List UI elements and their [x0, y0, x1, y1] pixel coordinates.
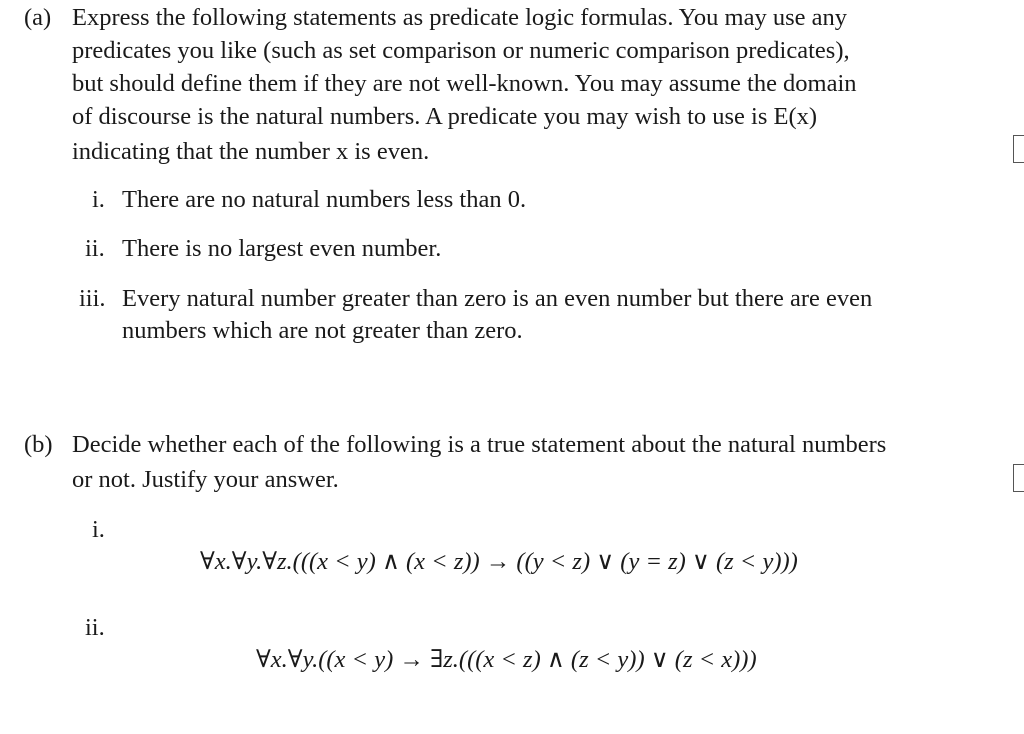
part-b-intro-line-1: Decide whether each of the following is a true statement about the natural numbers: [72, 431, 887, 458]
part-a-item-3-text-2: numbers which are not greater than zero.: [122, 317, 523, 344]
part-a-item-1-text: There are no natural numbers less than 0.: [122, 186, 527, 213]
part-a-intro-line-5: indicating that the number x is even.: [72, 138, 430, 165]
part-b-item-1-label: i.: [92, 516, 105, 543]
part-a-label: (a): [24, 4, 52, 31]
part-a-item-1-label: i.: [92, 186, 105, 213]
part-a-item-3-text-1: Every natural number greater than zero is an even number but there are even: [122, 285, 873, 312]
part-b-item-2-label: ii.: [85, 614, 105, 641]
part-a-intro-line-2: predicates you like (such as set comparison or numeric comparison predicates),: [72, 37, 850, 64]
part-a-intro-line-3: but should define them if they are not well-known. You may assume the domain: [72, 70, 857, 97]
part-a-item-2-label: ii.: [85, 235, 105, 262]
part-b-label: (b): [24, 431, 53, 458]
part-b-item-1-formula: ∀x.∀y.∀z.(((x < y) ∧ (x < z)) → ((y < z) ∨ (y = z) ∨ (z < y))): [200, 548, 798, 575]
part-b-intro-line-2: or not. Justify your answer.: [72, 466, 339, 493]
part-a-item-3-label: iii.: [79, 285, 106, 312]
part-a-item-2-text: There is no largest even number.: [122, 235, 442, 262]
part-a-intro-line-4: of discourse is the natural numbers. A predicate you may wish to use is E(x): [72, 103, 818, 130]
part-b-item-2-formula: ∀x.∀y.((x < y) → ∃z.(((x < z) ∧ (z < y)) ∨ (z < x))): [256, 646, 757, 673]
part-a-intro-line-1: Express the following statements as predicate logic formulas. You may use any: [72, 4, 847, 31]
margin-mark-b: [1013, 464, 1024, 492]
margin-mark-a: [1013, 135, 1024, 163]
